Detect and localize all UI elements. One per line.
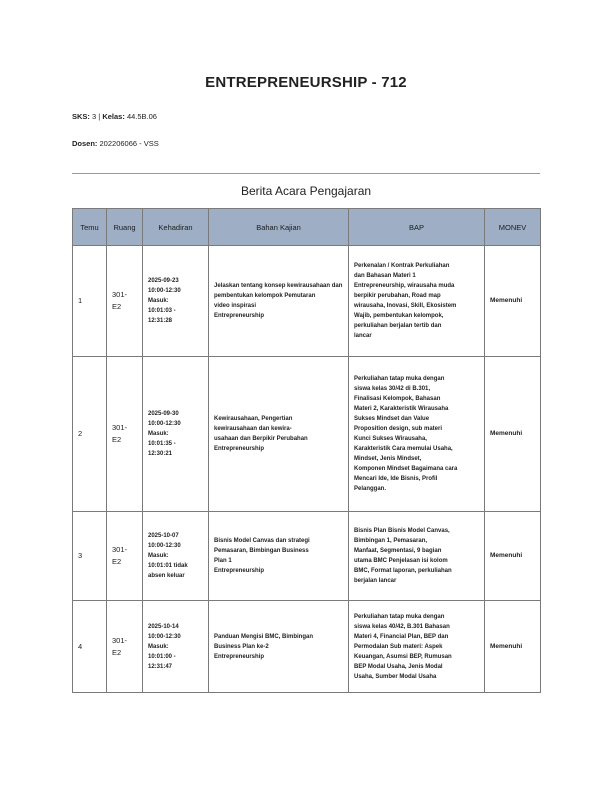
cell-kehadiran: 2025-10-14 10:00-12:30 Masuk: 10:01:00 - 12:31:47 (143, 601, 209, 693)
kelas-label: Kelas: (102, 112, 125, 121)
sks-label: SKS: (72, 112, 90, 121)
header-temu: Temu (73, 209, 107, 246)
horizontal-divider (72, 173, 540, 174)
header-monev: MONEV (485, 209, 541, 246)
cell-ruang: 301- E2 (107, 246, 143, 357)
cell-bahan-kajian: Jelaskan tentang konsep kewirausahaan dan pembentukan kelompok Pemutaran video inspirasi Entrepreneurship (209, 246, 349, 357)
cell-kehadiran: 2025-09-30 10:00-12:30 Masuk: 10:01:35 - 12:30:21 (143, 357, 209, 512)
dosen-label: Dosen: (72, 139, 98, 148)
cell-temu: 2 (73, 357, 107, 512)
cell-bap: Bisnis Plan Bisnis Model Canvas, Bimbingan 1, Pemasaran, Manfaat, Segmentasi, 9 bagian utama BMC Penjelasan isi kolom BMC, Format laporan, perkuliahan berjalan lancar (349, 512, 485, 601)
header-ruang: Ruang (107, 209, 143, 246)
cell-bap: Perkuliahan tatap muka dengan siswa kelas 30/42 di B.301, Finalisasi Kelompok, Bahasan Materi 2, Karakteristik Wirausaha Sukses Mindset dan Value Proposition design, sub materi Kunci Sukses Wirausaha, Karakteristik Cara memulai Usaha, Mindset, Jenis Mindset, Komponen Mindset Bagaimana cara Mencari Ide, Ide Bisnis, Profil Pelanggan. (349, 357, 485, 512)
header-bap: BAP (349, 209, 485, 246)
cell-ruang: 301- E2 (107, 512, 143, 601)
cell-bap: Perkenalan / Kontrak Perkuliahan dan Bahasan Materi 1 Entrepreneurship, wirausaha muda berpikir perubahan, Road map wirausaha, Inovasi, Skill, Ekosistem Wajib, pembentukan kelompok, perkuliahan berjalan tertib dan lancar (349, 246, 485, 357)
cell-temu: 3 (73, 512, 107, 601)
cell-monev: Memenuhi (485, 357, 541, 512)
table-header-row (73, 209, 541, 246)
cell-monev: Memenuhi (485, 601, 541, 693)
cell-bap: Perkuliahan tatap muka dengan siswa kelas 40/42, B.301 Bahasan Materi 4, Financial Plan, BEP dan Permodalan Sub materi: Aspek Keuangan, Asumsi BEP, Rumusan BEP Modal Usaha, Jenis Modal Usaha, Sumber Modal Usaha (349, 601, 485, 693)
page-title: ENTREPRENEURSHIP - 712 (205, 74, 407, 91)
dosen-value: 202206066 - VSS (99, 139, 159, 148)
sks-value: 3 (92, 112, 97, 121)
cell-ruang: 301- E2 (107, 601, 143, 693)
cell-bahan-kajian: Kewirausahaan, Pengertian kewirausahaan dan kewira- usahaan dan Berpikir Perubahan Entrepreneurship (209, 357, 349, 512)
lecturer-line (72, 139, 159, 148)
cell-kehadiran: 2025-10-07 10:00-12:30 Masuk: 10:01:01 tidak absen keluar (143, 512, 209, 601)
header-bahan-kajian: Bahan Kajian (209, 209, 349, 246)
table-row (73, 601, 541, 693)
cell-monev: Memenuhi (485, 512, 541, 601)
cell-ruang: 301- E2 (107, 357, 143, 512)
cell-kehadiran: 2025-09-23 10:00-12:30 Masuk: 10:01:03 - 12:31:28 (143, 246, 209, 357)
cell-temu: 1 (73, 246, 107, 357)
header-kehadiran: Kehadiran (143, 209, 209, 246)
cell-bahan-kajian: Bisnis Model Canvas dan strategi Pemasaran, Bimbingan Business Plan 1 Entrepreneurship (209, 512, 349, 601)
course-info-line (72, 112, 157, 121)
section-title: Berita Acara Pengajaran (240, 184, 372, 198)
table-row (73, 246, 541, 357)
cell-temu: 4 (73, 601, 107, 693)
cell-bahan-kajian: Panduan Mengisi BMC, Bimbingan Business Plan ke-2 Entrepreneurship (209, 601, 349, 693)
table-row (73, 357, 541, 512)
table-row (73, 512, 541, 601)
kelas-value: 44.5B.06 (126, 112, 157, 121)
separator: | (98, 112, 101, 121)
cell-monev: Memenuhi (485, 246, 541, 357)
teaching-record-table (72, 208, 541, 693)
